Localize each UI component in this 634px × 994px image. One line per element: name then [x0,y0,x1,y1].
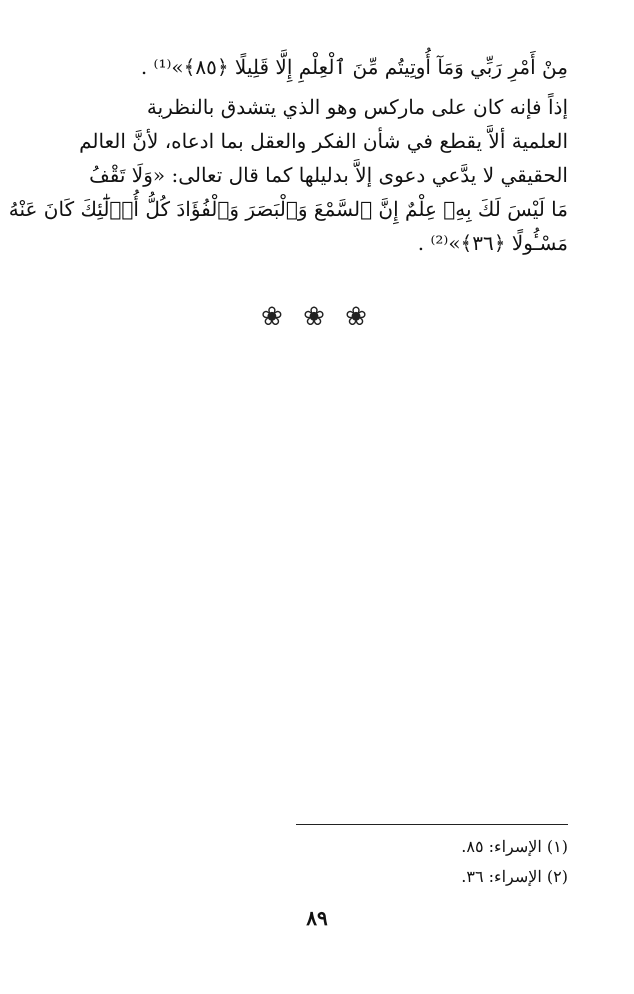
footnote-1: (١) الإسراء: ٨٥. [461,837,568,856]
quran-verse-line: مَسْـُٔولًا ﴿٣٦﴾»⁽²⁾ . [417,231,568,255]
quran-verse-line: مَا لَيْسَ لَكَ بِهِۦ عِلْمٌ إِنَّ ٱلسَّمْعَ وَٱلْبَصَرَ وَٱلْفُؤَادَ كُلُّ أُو۟لَٰٓئِكَ كَانَ عَنْهُ [8,197,568,221]
page-number: ٨٩ [306,906,328,930]
section-divider-ornament: ❀ ❀ ❀ [261,302,373,332]
text-line: العلمية ألاَّ يقطع في شأن الفكر والعقل بما ادعاه، لأنَّ العالم [79,129,568,153]
footnote-2: (٢) الإسراء: ٣٦. [461,867,568,886]
main-text [8,50,568,260]
text-line: الحقيقي لا يدَّعي دعوى إلاَّ بدليلها كما قال تعالى: «وَلَا تَقْفُ [89,163,568,187]
footnote-rule [296,824,568,825]
footnotes [268,832,568,892]
text-line: إذاً فإنه كان على ماركس وهو الذي يتشدق بالنظرية [146,95,568,119]
quran-verse-line: مِنْ أَمْرِ رَبِّي وَمَآ أُوتِيتُم مِّنَ ٱلْعِلْمِ إِلَّا قَلِيلًا ﴿٨٥﴾»⁽¹⁾ . [140,55,568,79]
